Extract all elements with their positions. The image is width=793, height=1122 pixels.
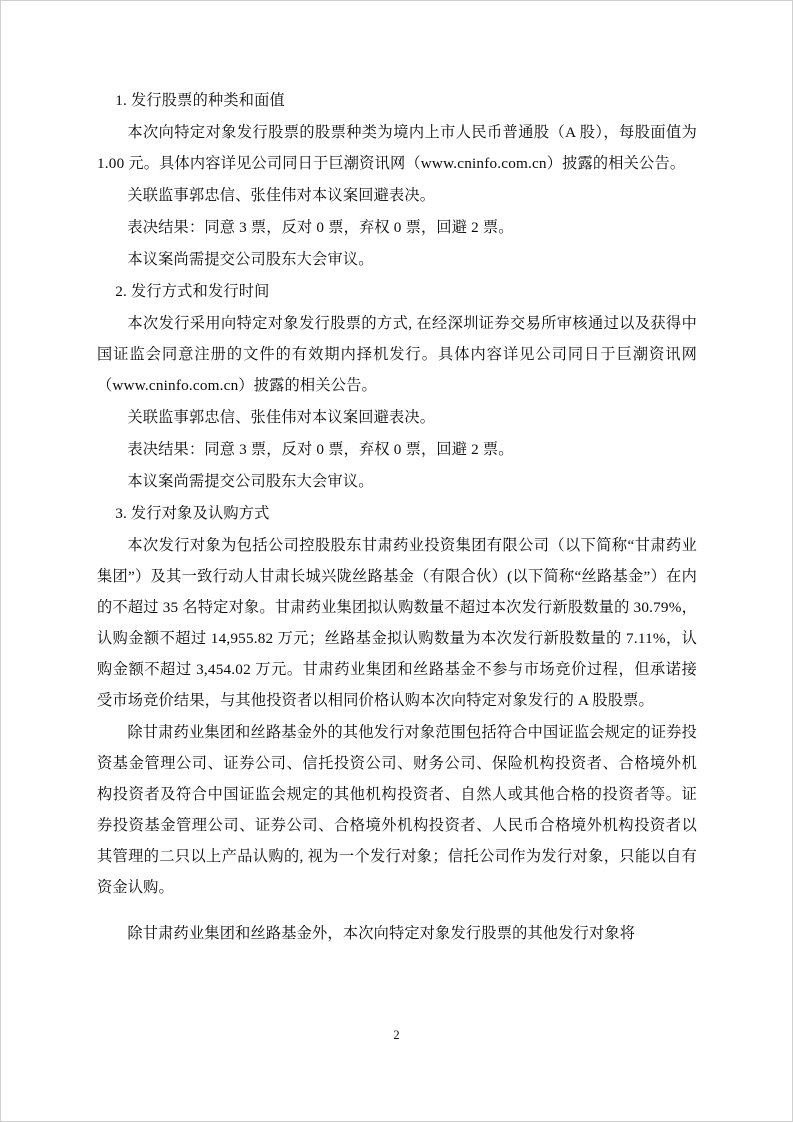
paragraph-continuation: 除甘肃药业集团和丝路基金外，本次向特定对象发行股票的其他发行对象将 [127,925,636,942]
paragraph-vote-result-2: 表决结果：同意 3 票，反对 0 票，弃权 0 票，回避 2 票。 [127,441,514,458]
paragraph-spacer [97,904,697,918]
document-body [97,85,697,950]
paragraph-submit-note-2: 本议案尚需提交公司股东大会审议。 [127,473,374,490]
page-number: 2 [393,1028,400,1042]
paragraph-recusal-2: 关联监事郭忠信、张佳伟对本议案回避表决。 [127,409,436,426]
paragraph-submit-note-1: 本议案尚需提交公司股东大会审议。 [127,251,374,268]
paragraph-vote-result-1: 表决结果：同意 3 票，反对 0 票，弃权 0 票，回避 2 票。 [127,219,514,236]
section-heading-2: 2. 发行方式和发行时间 [115,283,270,300]
paragraph-subscription-targets: 本次发行对象为包括公司控股股东甘肃药业投资集团有限公司（以下简称“甘肃药业集团”）及其一致行动人甘肃长城兴陇丝路基金（有限合伙）(以下简称“丝路基金”）在内的不超过 35 名特定对象。甘肃药业集团拟认购数量不超过本次发行新股数量的 30.79%，认购金额不超过 14,955.82 万元；丝路基金拟认购数量为本次发行新股数量的 7.11%，认购金额不超过 3,454.02 万元。甘肃药业集团和丝路基金不参与市场竞价过程，但承诺接受市场竞价结果，与其他投资者以相同价格认购本次向特定对象发行的 A 股股票。 [97,537,697,709]
section-heading-1: 1. 发行股票的种类和面值 [115,92,285,109]
paragraph-share-type: 本次向特定对象发行股票的股票种类为境内上市人民币普通股（A 股），每股面值为 1.00 元。具体内容详见公司同日于巨潮资讯网（www.cninfo.com.cn）披露的相关公告。 [97,124,697,172]
paragraph-other-investors: 除甘肃药业集团和丝路基金外的其他发行对象范围包括符合中国证监会规定的证券投资基金管理公司、证券公司、信托投资公司、财务公司、保险机构投资者、合格境外机构投资者及符合中国证监会规定的其他机构投资者、自然人或其他合格的投资者等。证券投资基金管理公司、证券公司、合格境外机构投资者、人民币合格境外机构投资者以其管理的二只以上产品认购的, 视为一个发行对象；信托公司作为发行对象，只能以自有资金认购。 [97,724,697,896]
paragraph-issue-method: 本次发行采用向特定对象发行股票的方式, 在经深圳证券交易所审核通过以及获得中国证监会同意注册的文件的有效期内择机发行。具体内容详见公司同日于巨潮资讯网（www.cninfo.com.cn）披露的相关公告。 [97,315,697,394]
section-heading-3: 3. 发行对象及认购方式 [115,505,270,522]
paragraph-recusal-1: 关联监事郭忠信、张佳伟对本议案回避表决。 [127,187,436,204]
